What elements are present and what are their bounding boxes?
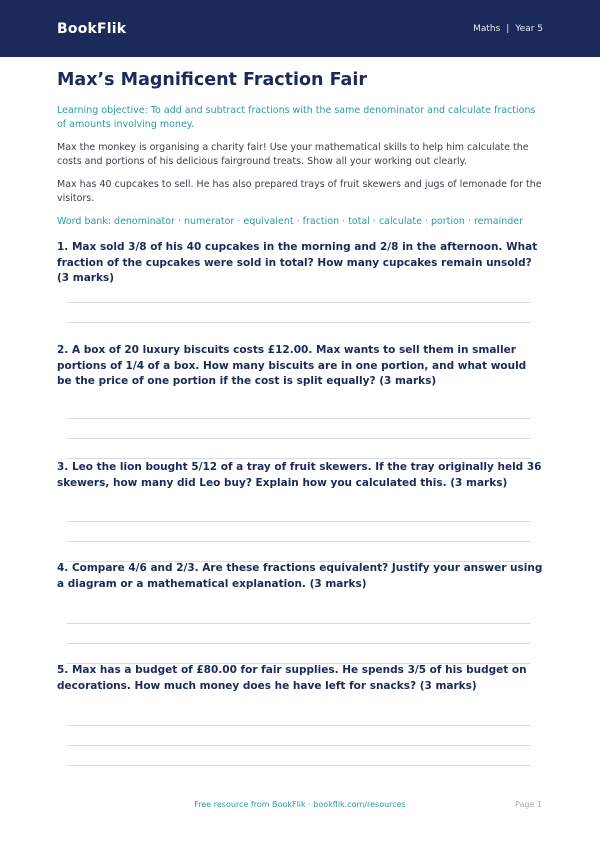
answer-line[interactable]: [67, 745, 531, 746]
answer-line[interactable]: [67, 643, 531, 644]
resource-link[interactable]: Free resource from BookFlik · bookflik.com/resources: [194, 800, 406, 809]
subject-label: Maths: [473, 23, 501, 34]
question-3: [57, 460, 543, 491]
context-paragraph: Max has 40 cupcakes to sell. He has also prepared trays of fruit skewers and jugs of lemonade for the visitors.: [57, 179, 542, 204]
question-4: [57, 561, 543, 592]
learning-objective: Learning objective: To add and subtract fractions with the same denominator and calculate fractions of amounts involving money.: [57, 105, 536, 130]
page-header: [0, 0, 600, 57]
answer-line[interactable]: [67, 725, 531, 726]
page-number: Page 1: [515, 800, 542, 809]
question-text: 2. A box of 20 luxury biscuits costs £12.00. Max wants to sell them in smaller portions of 1/4 of a box. How many biscuits are in one portion, and what would be the price of one portion if the cost is split equally? (3 marks): [57, 344, 527, 387]
answer-line[interactable]: [67, 521, 531, 522]
answer-line[interactable]: [67, 322, 531, 323]
answer-line[interactable]: [67, 765, 531, 766]
question-1: [57, 240, 543, 287]
answer-line[interactable]: [67, 438, 531, 439]
answer-line[interactable]: [67, 541, 531, 542]
worksheet-body: [57, 57, 543, 692]
answer-line[interactable]: [67, 302, 531, 303]
meta-separator: |: [506, 23, 510, 34]
answer-line[interactable]: [67, 623, 531, 624]
header-meta: [473, 24, 543, 34]
worksheet-title: Max’s Magnificent Fraction Fair: [57, 70, 367, 90]
word-bank: Word bank: denominator · numerator · equivalent · fraction · total · calculate · portion · remainder: [57, 216, 524, 227]
question-text: 1. Max sold 3/8 of his 40 cupcakes in the morning and 2/8 in the afternoon. What fraction of the cupcakes were sold in total? How many cupcakes remain unsold? (3 marks): [57, 241, 538, 284]
question-text: 4. Compare 4/6 and 2/3. Are these fractions equivalent? Justify your answer using a diagram or a mathematical explanation. (3 marks): [57, 562, 543, 590]
answer-line[interactable]: [67, 418, 531, 419]
answer-line[interactable]: [67, 458, 531, 459]
question-text: 5. Max has a budget of £80.00 for fair supplies. He spends 3/5 of his budget on decorations. How much money does he have left for snacks? (3 marks): [57, 664, 527, 692]
page-footer: [0, 800, 600, 814]
intro-paragraph: Max the monkey is organising a charity fair! Use your mathematical skills to help him calculate the costs and portions of his delicious fairground treats. Show all your working out clearly.: [57, 142, 529, 167]
question-2: [57, 343, 543, 390]
year-label: Year 5: [515, 23, 543, 34]
question-text: 3. Leo the lion bought 5/12 of a tray of fruit skewers. If the tray originally held 36 skewers, how many did Leo buy? Explain how you calculated this. (3 marks): [57, 461, 542, 489]
brand-logo[interactable]: BookFlik: [57, 20, 127, 37]
question-5: [57, 663, 543, 694]
